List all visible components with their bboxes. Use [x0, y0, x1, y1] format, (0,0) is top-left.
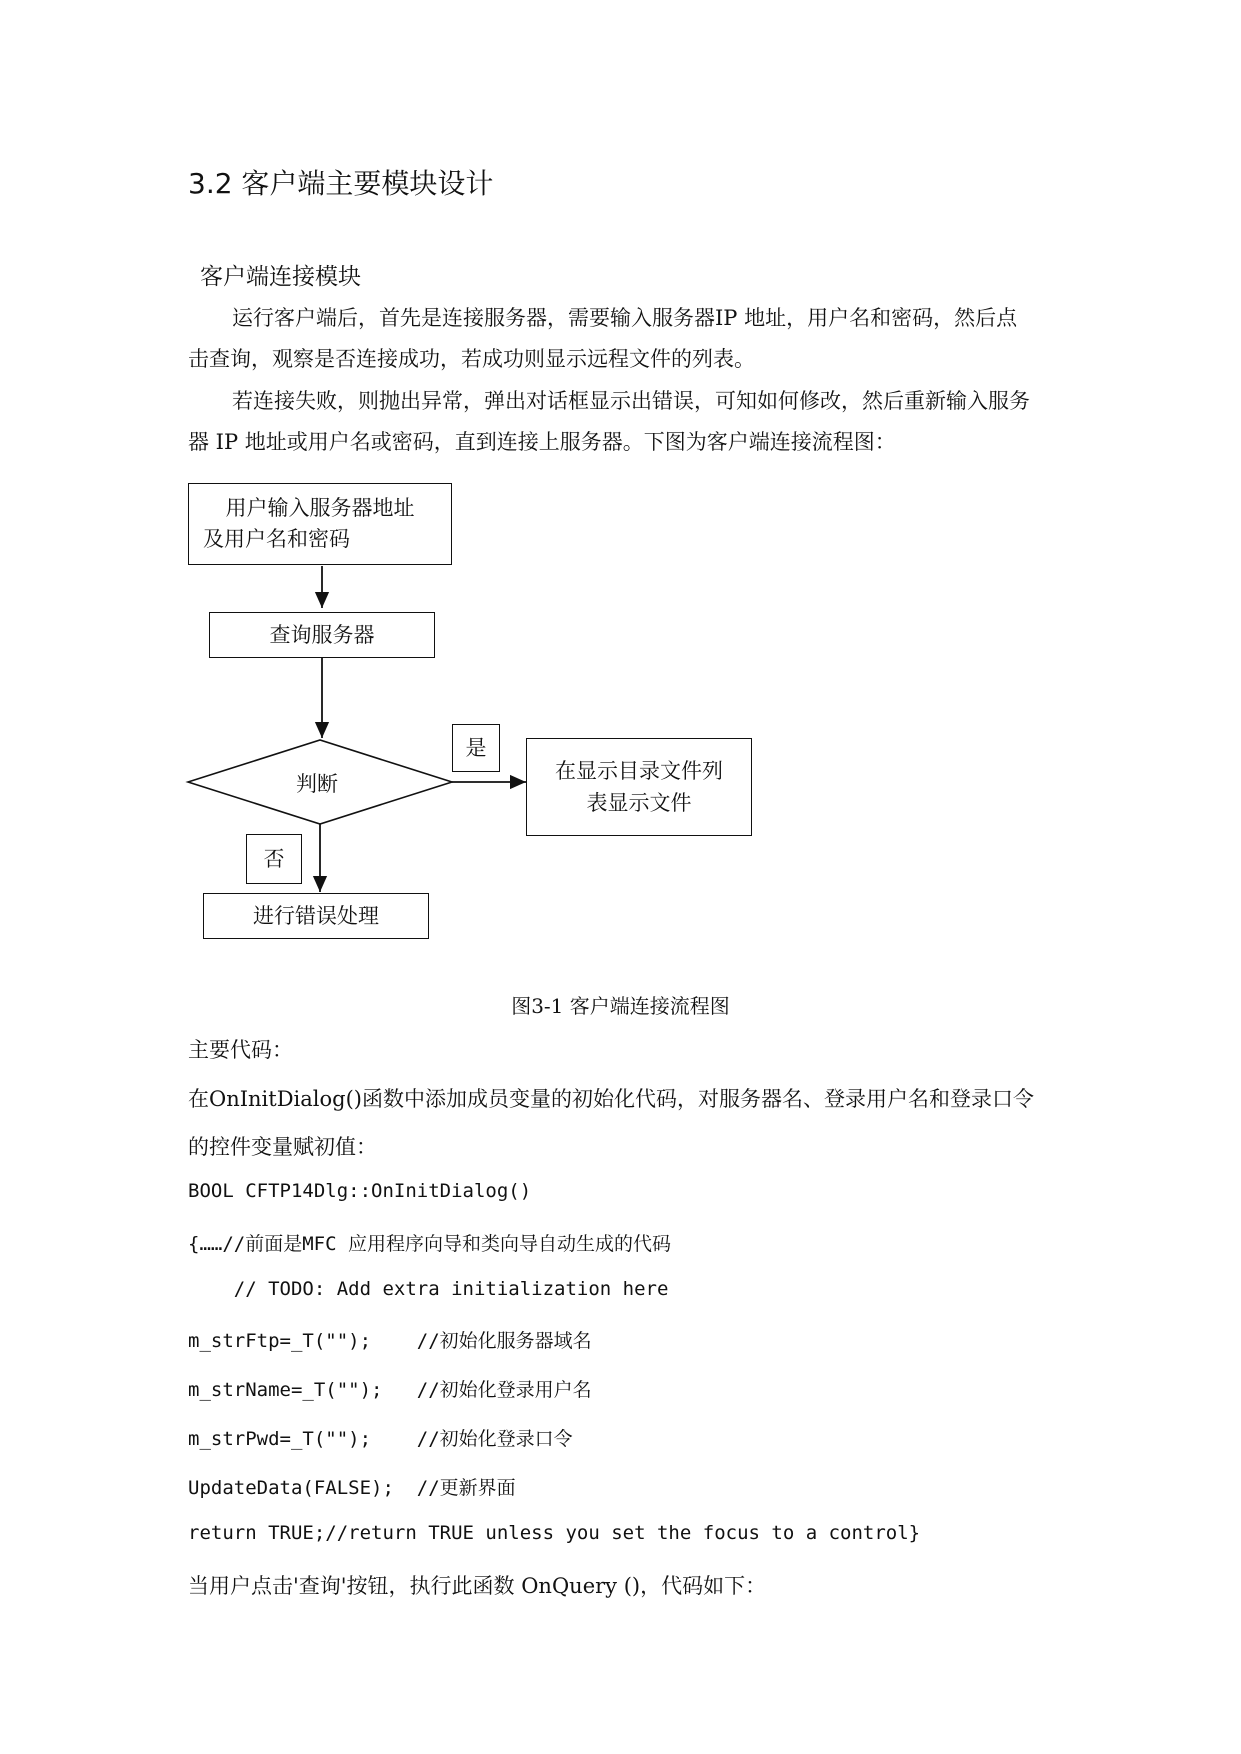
flow-yes-text: 是 [465, 736, 487, 760]
paragraph-line: 器 IP 地址或用户名或密码，直到连接上服务器。下图为客户端连接流程图： [188, 430, 896, 454]
code-line: UpdateData(FALSE); //更新界面 [188, 1477, 516, 1499]
body-line: 在OnInitDialog()函数中添加成员变量的初始化代码，对服务器名、登录用户名和登录口令 [188, 1087, 1034, 1111]
code-line: // TODO: Add extra initialization here [188, 1278, 669, 1300]
flow-success-line: 在显示目录文件列 [555, 759, 723, 783]
code-line: return TRUE;//return TRUE unless you set the focus to a control} [188, 1522, 921, 1544]
flow-input-line: 用户输入服务器地址 [225, 496, 415, 520]
flow-query-box [209, 612, 435, 658]
flow-error-box [203, 893, 429, 939]
code-line: {……//前面是MFC 应用程序向导和类向导自动生成的代码 [188, 1233, 671, 1255]
flow-no-text: 否 [263, 847, 285, 871]
code-line: BOOL CFTP14Dlg::OnInitDialog() [188, 1180, 532, 1202]
section-heading: 3.2 客户端主要模块设计 [188, 167, 494, 200]
subsection-heading: 客户端连接模块 [200, 264, 361, 290]
flow-input-box [188, 483, 452, 565]
body-line: 主要代码： [188, 1038, 293, 1062]
body-line: 当用户点击'查询'按钮，执行此函数 OnQuery ()，代码如下： [188, 1574, 767, 1598]
flow-query-label: 查询服务器 [269, 623, 375, 647]
figure-caption: 图3-1 客户端连接流程图 [511, 994, 730, 1018]
paragraph-line: 运行客户端后，首先是连接服务器，需要输入服务器IP 地址，用户名和密码，然后点 [232, 306, 1018, 330]
paragraph-line: 若连接失败，则抛出异常，弹出对话框显示出错误，可知如何修改，然后重新输入服务 [232, 389, 1030, 413]
flow-yes-label [452, 724, 500, 772]
code-line: m_strFtp=_T(""); //初始化服务器域名 [188, 1330, 592, 1352]
flow-error-label: 进行错误处理 [253, 904, 379, 928]
flow-input-line: 及用户名和密码 [203, 527, 350, 551]
flow-no-label [246, 834, 302, 884]
body-line: 的控件变量赋初值： [188, 1135, 377, 1159]
flow-success-line: 表显示文件 [586, 791, 692, 815]
flow-decision-label: 判断 [296, 772, 338, 796]
flow-success-box [526, 738, 752, 836]
code-line: m_strPwd=_T(""); //初始化登录口令 [188, 1428, 573, 1450]
code-line: m_strName=_T(""); //初始化登录用户名 [188, 1379, 592, 1401]
paragraph-line: 击查询，观察是否连接成功，若成功则显示远程文件的列表。 [188, 347, 755, 371]
